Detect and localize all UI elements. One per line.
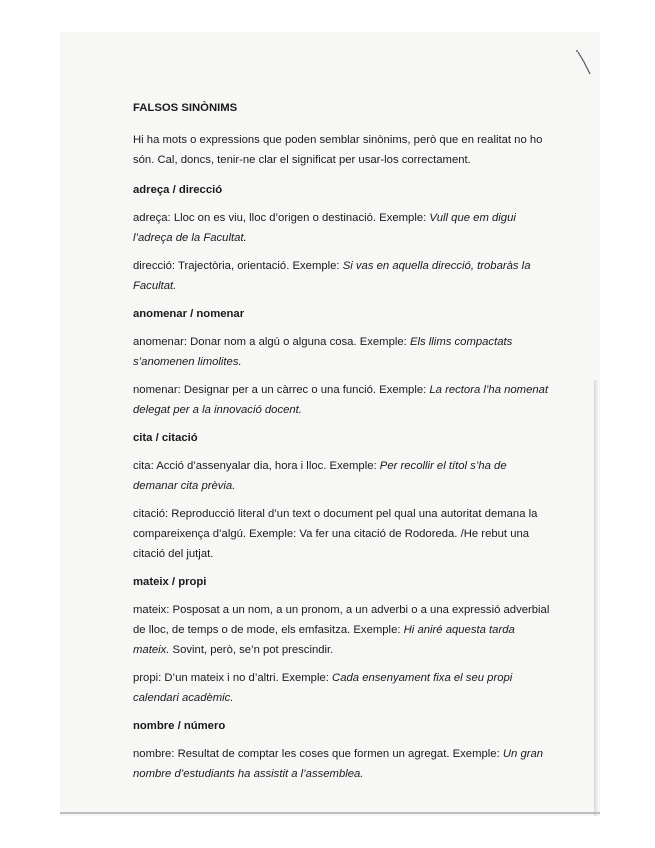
example-text: Hi aniré aquesta tarda mateix. [133,624,515,656]
section-heading: nombre / número [133,720,226,732]
example-text: Vull que em digui l’adreça de la Facultat. [133,212,516,244]
definition-entry [133,256,551,296]
definition-text: cita: Acció d’assenyalar dia, hora i lloc. Exemple: [133,460,380,472]
definition-entry [133,504,551,564]
definition-entry [133,668,551,708]
definition-entry [133,332,551,372]
page-edge-shadow [594,380,598,816]
section-heading: anomenar / nomenar [133,308,245,320]
definition-text: nombre: Resultat de comptar les coses que formen un agregat. Exemple: [133,748,503,760]
definition-text: direcció: Trajectòria, orientació. Exemple: [133,260,343,272]
definition-entry [133,744,551,784]
section-heading: adreça / direcció [133,184,223,196]
definition-entry [133,208,551,248]
definition-entry [133,600,551,660]
section-heading: mateix / propi [133,576,207,588]
definition-text: adreça: Lloc on es viu, lloc d’origen o destinació. Exemple: [133,212,430,224]
definition-entry [133,380,551,420]
example-text: La rectora l’ha nomenat delegat per a la innovació docent. [133,384,549,416]
example-text: Un gran nombre d’estudiants ha assistit a l’assemblea. [133,748,544,780]
section-heading: cita / citació [133,432,198,444]
definition-text: citació: Reproducció literal d’un text o document pel qual una autoritat demana la compareixença d’algú. Exemple: Va fer una citació de Rodoreda. /He rebut una citació del jutjat. [133,508,538,560]
example-text: Per recollir el títol s’ha de demanar cita prèvia. [133,460,507,492]
pen-mark-icon [574,48,596,78]
page-bottom-edge [60,812,600,814]
definition-text: anomenar: Donar nom a algú o alguna cosa. Exemple: [133,336,410,348]
definition-text: mateix: Posposat a un nom, a un pronom, a un adverbi o a una expressió adverbial de lloc, de temps o de mode, els emfasitza. Exemple: [133,604,550,636]
example-text: Cada ensenyament fixa el seu propi calendari acadèmic. [133,672,513,704]
definition-text: nomenar: Designar per a un càrrec o una funció. Exemple: [133,384,430,396]
document-title: FALSOS SINÒNIMS [133,102,238,114]
definition-entry [133,456,551,496]
example-text: Els llims compactats s’anomenen limolites. [133,336,513,368]
intro-paragraph: Hi ha mots o expressions que poden semblar sinònims, però que en realitat no ho són. Cal, doncs, tenir-ne clar el significat per usar-los correctament. [133,134,543,166]
example-text: Si vas en aquella direcció, trobaràs la Facultat. [133,260,531,292]
document-body [133,98,551,792]
definition-tail: Sovint, però, se’n pot prescindir. [169,644,334,656]
definition-text: propi: D’un mateix i no d’altri. Exemple: [133,672,333,684]
